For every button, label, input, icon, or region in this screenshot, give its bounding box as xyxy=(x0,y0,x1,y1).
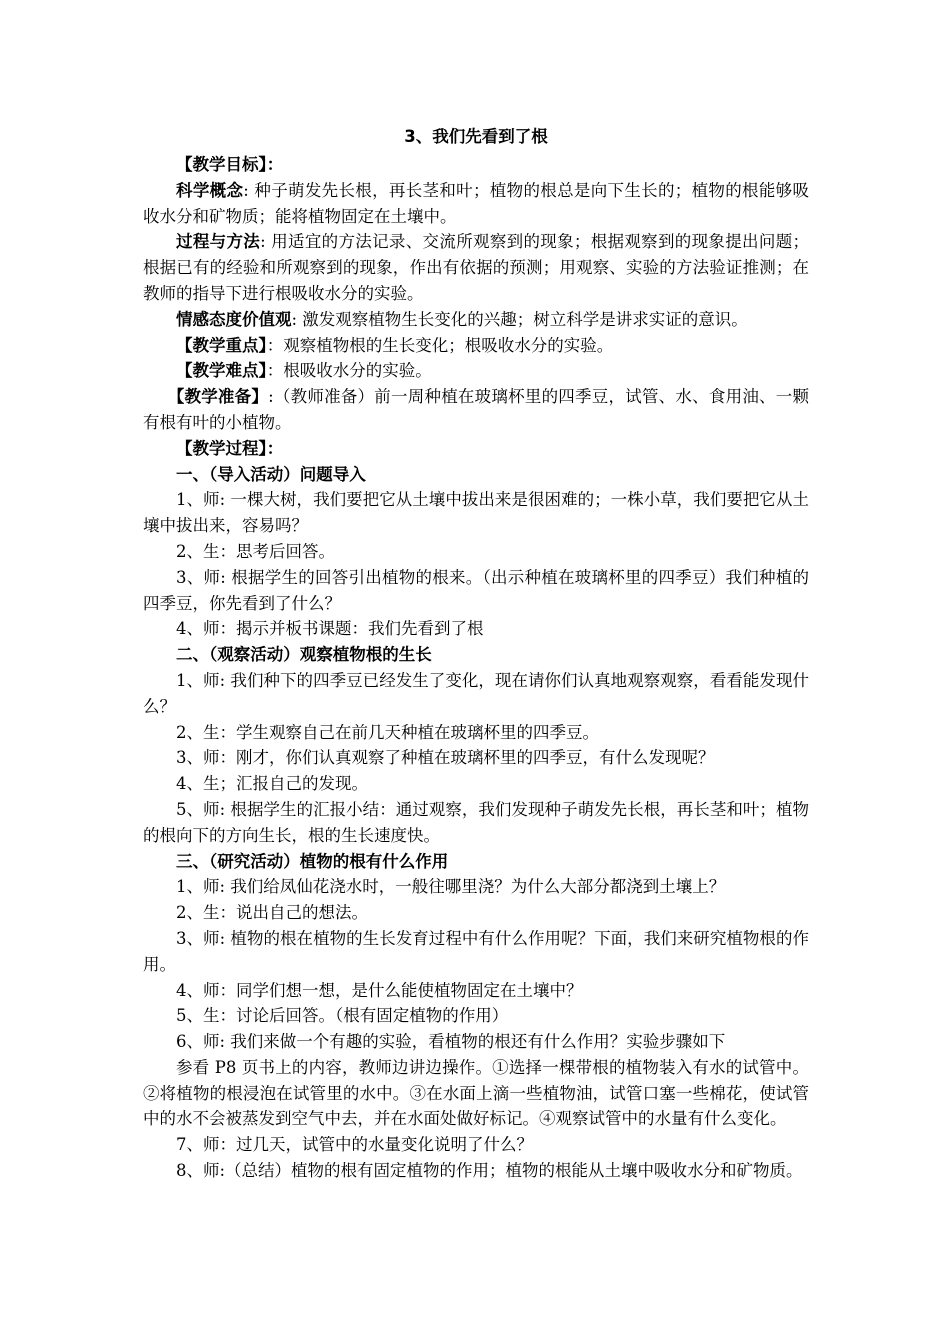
list-item: 3、师: 植物的根在植物的生长发育过程中有什么作用呢？下面，我们来研究植物根的作用。 xyxy=(143,928,809,974)
preparation-text: :（教师准备）前一周种植在玻璃杯里的四季豆，试管、水、食用油、一颗有根有叶的小植物。 xyxy=(143,387,809,432)
document-title: 3、我们先看到了根 xyxy=(404,127,548,146)
document-page xyxy=(143,122,809,1184)
objective-concept xyxy=(143,178,809,230)
objective-concept-label: 科学概念 xyxy=(176,180,244,200)
difficulty-label: 【教学难点】 xyxy=(176,361,267,381)
objective-process-label: 过程与方法 xyxy=(176,232,261,252)
key-point-text: ：观察植物根的生长变化；根吸收水分的实验。 xyxy=(266,335,614,355)
list-item: 4、师：同学们想一想，是什么能使植物固定在土壤中？ xyxy=(176,980,583,1000)
section-heading: 三、（研究活动）植物的根有什么作用 xyxy=(176,851,449,871)
preparation-label: 【教学准备】 xyxy=(167,387,269,407)
list-item: 5、生：讨论后回答。（根有固定植物的作用） xyxy=(176,1006,509,1026)
objective-attitude-label: 情感态度价值观 xyxy=(176,309,292,329)
list-item: 4、师：揭示并板书课题：我们先看到了根 xyxy=(176,619,484,639)
list-item: 8、师:（总结）植物的根有固定植物的作用；植物的根能从土壤中吸收水分和矿物质。 xyxy=(176,1161,803,1181)
process-heading xyxy=(143,436,809,462)
list-item: 2、生：思考后回答。 xyxy=(176,541,335,561)
list-item: 4、生；汇报自己的发现。 xyxy=(176,774,368,794)
list-item: 1、师: 一棵大树，我们要把它从土壤中拔出来是很困难的；一株小草，我们要把它从土壤中拔出来，容易吗？ xyxy=(143,490,809,536)
list-item: 6、师: 我们来做一个有趣的实验，看植物的根还有什么作用？实验步骤如下 xyxy=(176,1032,726,1052)
difficulty-text: ：根吸收水分的实验。 xyxy=(266,361,432,381)
objectives-heading-label: 【教学目标】： xyxy=(176,155,284,174)
objectives-heading xyxy=(143,152,809,178)
objective-attitude xyxy=(143,307,809,333)
list-item: 1、师: 我们给凤仙花浇水时，一般往哪里浇？为什么大部分都浇到土壤上？ xyxy=(176,877,726,897)
list-item: 7、师：过几天，试管中的水量变化说明了什么？ xyxy=(176,1135,533,1155)
objective-attitude-text: : 激发观察植物生长变化的兴趣；树立科学是讲求实证的意识。 xyxy=(291,309,748,329)
key-point-label: 【教学重点】 xyxy=(176,335,267,355)
section-heading: 二、（观察活动）观察植物根的生长 xyxy=(176,645,432,665)
difficulty xyxy=(143,358,809,384)
list-item: 参看 P8 页书上的内容，教师边讲边操作。①选择一棵带根的植物装入有水的试管中。②将植物的根浸泡在试管里的水中。③在水面上滴一些植物油，试管口塞一些棉花，使试管中的水不会被蒸发到空气中去，并在水面处做好标记。④观察试管中的水量有什么变化。 xyxy=(143,1057,809,1129)
list-item: 3、师: 根据学生的回答引出植物的根来。（出示种植在玻璃杯里的四季豆）我们种植的四季豆，你先看到了什么？ xyxy=(143,567,809,613)
preparation xyxy=(143,384,809,436)
list-item: 2、生：说出自己的想法。 xyxy=(176,903,368,923)
process-heading-label: 【教学过程】： xyxy=(176,438,284,458)
objective-process-text: : 用适宜的方法记录、交流所观察到的现象；根据观察到的现象提出问题；根据已有的经验和所观察到的现象，作出有依据的预测；用观察、实验的方法验证推测；在教师的指导下进行根吸收水分的实验。 xyxy=(143,232,810,303)
key-point xyxy=(143,333,809,359)
list-item: 2、生：学生观察自己在前几天种植在玻璃杯里的四季豆。 xyxy=(176,722,599,742)
objective-concept-text: : 种子萌发先长根，再长茎和叶；植物的根总是向下生长的；植物的根能够吸收水分和矿物质；能将植物固定在土壤中。 xyxy=(143,180,809,226)
list-item: 3、师：刚才，你们认真观察了种植在玻璃杯里的四季豆，有什么发现呢？ xyxy=(176,748,715,768)
list-item: 5、师: 根据学生的汇报小结：通过观察，我们发现种子萌发先长根，再长茎和叶；植物的根向下的方向生长，根的生长速度快。 xyxy=(143,799,809,845)
list-item: 1、师: 我们种下的四季豆已经发生了变化，现在请你们认真地观察观察，看看能发现什么？ xyxy=(143,670,809,716)
objective-process xyxy=(143,229,809,306)
section-heading: 一、（导入活动）问题导入 xyxy=(176,464,366,484)
